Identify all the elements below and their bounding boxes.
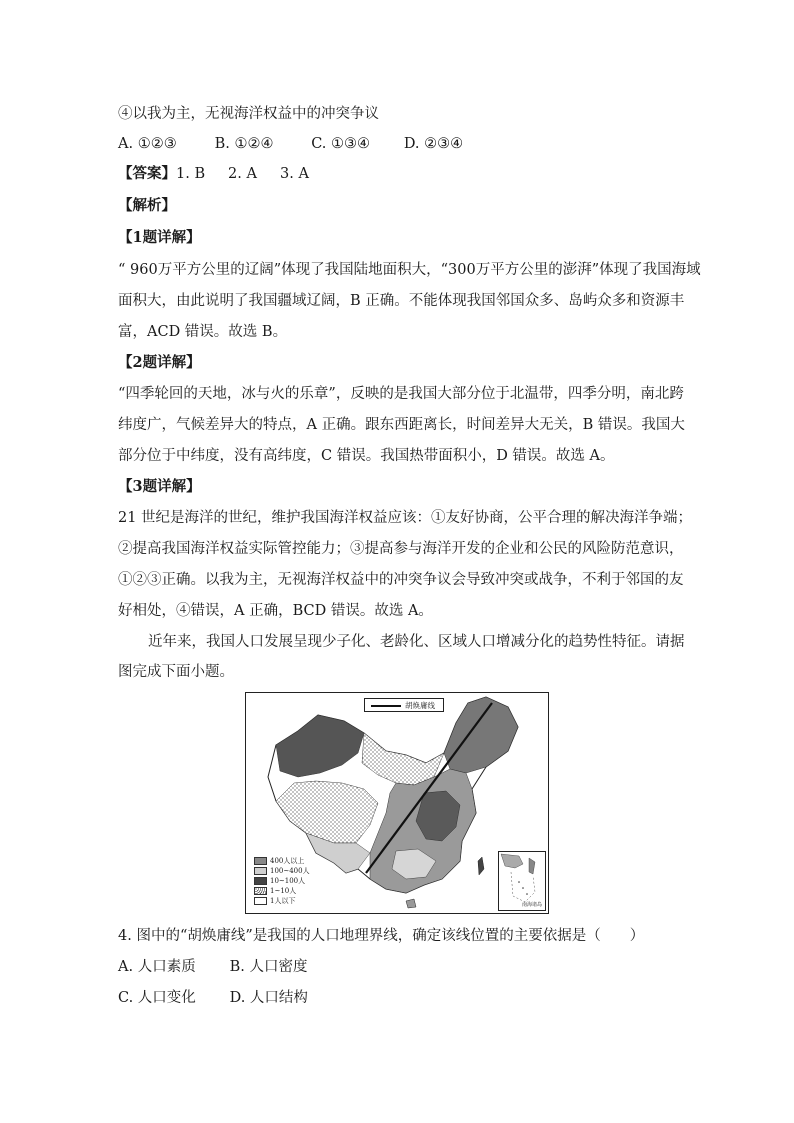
q4-stem: 4. 图中的“胡焕庸线”是我国的人口地理界线，确定该线位置的主要依据是（ ） (118, 928, 645, 944)
choice-b: B. ①②④ (214, 136, 274, 152)
q2-text-line: 部分位于中纬度，没有高纬度，C 错误。我国热带面积小，D 错误。故选 A。 (118, 448, 615, 464)
line-legend (364, 698, 444, 712)
q4-choices-row-1 (118, 957, 678, 977)
legend-swatch (254, 877, 267, 885)
density-legend (254, 856, 324, 908)
q1-text-line: 面积大，由此说明了我国疆域辽阔，B 正确。不能体现我国邻国众多、岛屿众多和资源丰 (118, 293, 685, 309)
legend-label: 1人以下 (270, 897, 296, 905)
answer-1: 1. B (176, 166, 206, 182)
legend-row (254, 876, 324, 886)
q1-text-line: “ 960万平方公里的辽阔”体现了我国陆地面积大，“300万平方公里的澎湃”体现了我国海域 (118, 262, 701, 278)
legend-label: 10~100人 (270, 877, 306, 885)
answer-line (118, 164, 678, 184)
answer-2: 2. A (228, 166, 257, 182)
inset-label: 南海诸岛 (521, 902, 542, 908)
q4-choice-c: C. 人口变化 (118, 990, 196, 1006)
legend-swatch (254, 857, 267, 865)
choice-c: C. ①③④ (311, 136, 371, 152)
legend-row (254, 896, 324, 906)
legend-label: 100~400人 (270, 867, 310, 875)
q3-text-line: 好相处，④错误，A 正确，BCD 错误。故选 A。 (118, 603, 433, 619)
q3-text-line: ①②③正确。以我为主，无视海洋权益中的冲突争议会导致冲突或战争，不利于邻国的友 (118, 572, 684, 588)
south-china-sea-inset (498, 851, 546, 911)
answer-3: 3. A (280, 166, 309, 182)
line-legend-swatch (371, 705, 401, 707)
q1-text-line: 富，ACD 错误。故选 B。 (118, 324, 288, 340)
hainan-island (406, 899, 416, 908)
northeast-region (444, 697, 518, 773)
q3-text-line: ②提高我国海洋权益实际管控能力；③提高参与海洋开发的企业和公民的风险防范意识， (118, 541, 684, 557)
legend-row (254, 886, 324, 896)
analysis-label: 【解析】 (118, 197, 176, 214)
legend-row (254, 856, 324, 866)
choice-a: A. ①②③ (118, 136, 177, 152)
q4-choice-b: B. 人口密度 (229, 959, 308, 975)
legend-row (254, 866, 324, 876)
q3-text-line: 21 世纪是海洋的世纪，维护我国海洋权益应该：①友好协商，公平合理的解决海洋争端； (118, 510, 693, 526)
intro-line: 图完成下面小题。 (118, 664, 234, 680)
q3-heading: 【3题详解】 (118, 478, 201, 495)
west-sparse-region (276, 781, 378, 843)
q2-text-line: “四季轮回的天地，冰与火的乐章”，反映的是我国大部分位于北温带，四季分明，南北跨 (118, 386, 684, 402)
q2-heading: 【2题详解】 (118, 354, 201, 371)
legend-swatch (254, 897, 267, 905)
legend-label: 400人以上 (270, 857, 305, 865)
q4-choices-row-2 (118, 988, 678, 1008)
answer-label: 【答案】 (118, 165, 176, 182)
population-density-map (245, 692, 549, 914)
intro-line: 近年来，我国人口发展呈现少子化、老龄化、区域人口增减分化的趋势性特征。请据 (148, 634, 685, 650)
legend-swatch (254, 887, 267, 895)
q1-heading: 【1题详解】 (118, 229, 201, 246)
taiwan-island (478, 857, 484, 875)
choice-d: D. ②③④ (403, 136, 464, 152)
q3-option-4: ④以我为主，无视海洋权益中的冲突争议 (118, 106, 379, 122)
line-legend-label: 胡焕庸线 (405, 701, 435, 710)
q4-choice-a: A. 人口素质 (118, 959, 196, 975)
q2-text-line: 纬度广，气候差异大的特点，A 正确。跟东西距离长，时间差异大无关，B 错误。我国大 (118, 417, 685, 433)
legend-label: 1~10人 (270, 887, 297, 895)
legend-swatch (254, 867, 267, 875)
q3-choices (118, 134, 678, 154)
q4-choice-d: D. 人口结构 (229, 990, 308, 1006)
